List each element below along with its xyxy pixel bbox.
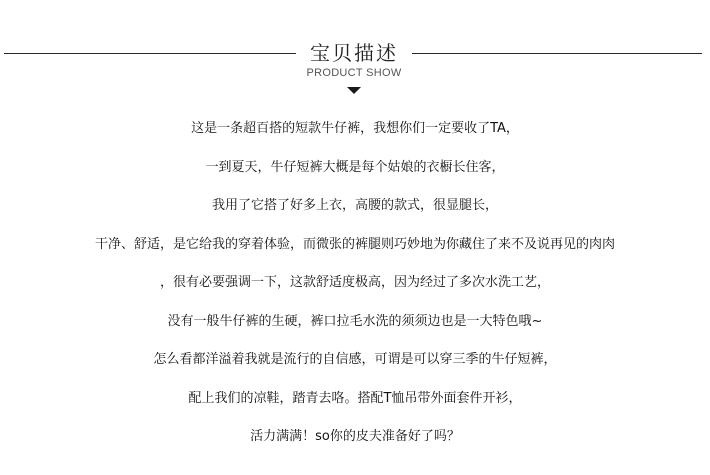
section-title: 宝贝描述 (310, 41, 398, 65)
description-line: 怎么看都洋溢着我就是流行的自信感，可谓是可以穿三季的牛仔短裤， (153, 352, 557, 367)
description-line: 没有一般牛仔裤的生硬，裤口拉毛水洗的须须边也是一大特色哦~ (167, 313, 543, 329)
description-line: 配上我们的凉鞋，踏青去咯。搭配T恤吊带外面套件开衫， (188, 390, 522, 406)
down-triangle-icon (347, 87, 361, 94)
section-header (0, 0, 710, 100)
product-description (0, 114, 710, 461)
description-line: ，很有必要强调一下，这款舒适度极高，因为经过了多次水洗工艺， (159, 275, 550, 290)
description-line: 一到夏天，牛仔短裤大概是每个姑娘的衣橱长住客， (205, 159, 505, 175)
description-line: 这是一条超百搭的短款牛仔裤，我想你们一定要收了TA， (191, 121, 519, 136)
section-subtitle: PRODUCT SHOW (306, 67, 402, 79)
description-line: 干净、舒适，是它给我的穿着体验，而微张的裤腿则巧妙地为你藏住了来不及说再见的肉肉 (94, 236, 615, 252)
header-rule-left (4, 53, 296, 54)
description-line: 活力满满！so你的皮夫准备好了吗？ (250, 429, 460, 444)
description-line: 我用了它搭了好多上衣，高腰的款式，很显腿长， (211, 198, 498, 213)
header-rule-right (412, 53, 702, 54)
